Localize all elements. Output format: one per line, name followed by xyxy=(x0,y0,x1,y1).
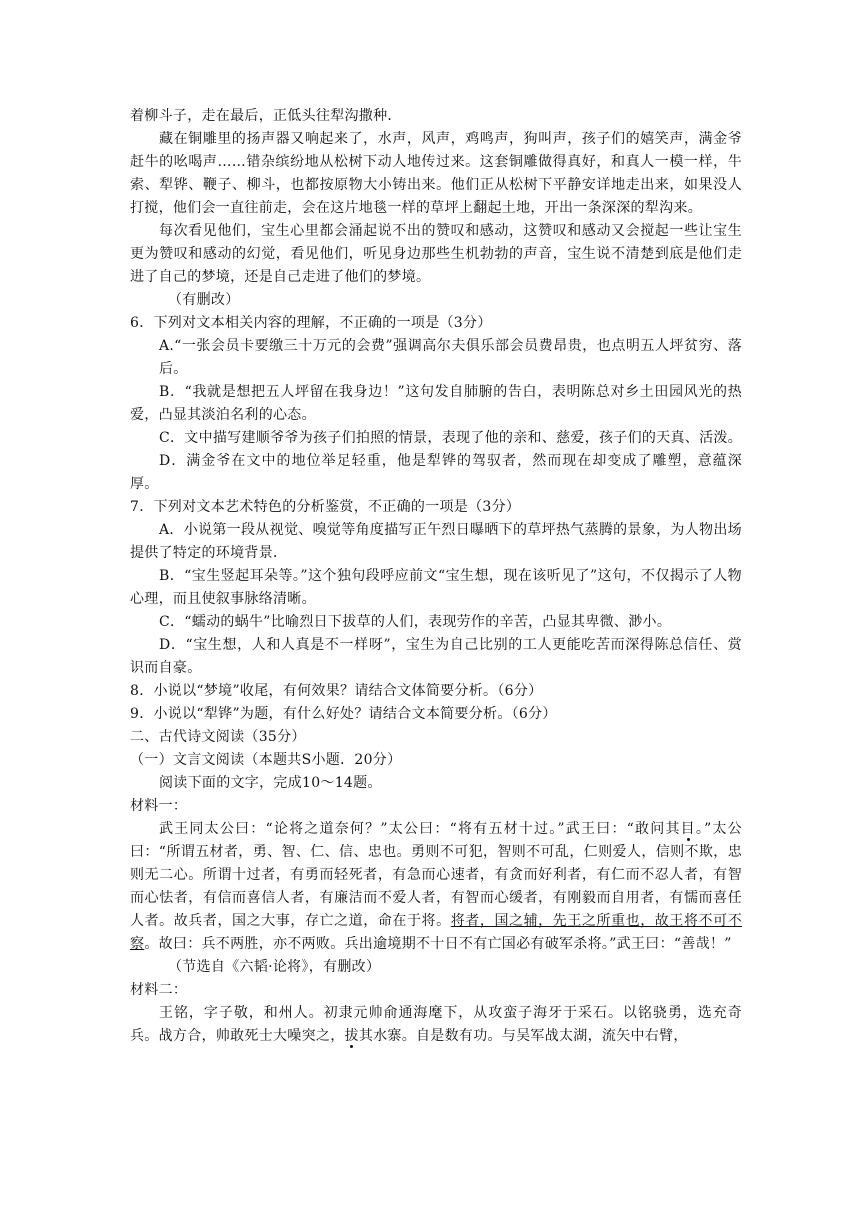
material-2-text-part-2: 其水寨。自是数有功。与吴军战太湖，流矢中右臂， xyxy=(358,1028,688,1044)
subsection-heading-classical-prose: （一）文言文阅读（本题共S小题．20分） xyxy=(130,752,402,768)
question-6-stem: 6．下列对文本相关内容的理解，不正确的一项是（3分） xyxy=(130,315,492,331)
revision-note: （有删改） xyxy=(168,292,240,308)
question-6-option-a: A.“一张会员卡要缴三十万元的会费”强调高尔夫俱乐部会员费昂贵，也点明五人坪贫穷、落后。 xyxy=(159,338,742,377)
document-page xyxy=(130,105,742,1048)
question-7-option-d: D．“宝生想，人和人真是不一样呀”，宝生为自己比别的工人更能吃苦而深得陈总信任、赏识而自豪。 xyxy=(130,637,742,676)
material-2-text-part-1: 王铭，字子敬，和州人。初隶元帅俞通海麾下，从攻蛮子海牙于采石。以铭骁勇，选充奇兵。战方合，帅敢死士大噪突之， xyxy=(130,1005,742,1044)
material-1-text-part-2: 。”太公曰：“所谓五材者，勇、智、仁、信、忠也。勇则不可犯，智则不可乱，仁则爱人，信则不欺，忠则无二心。所谓十过者，有勇而轻死者，有急而心速者，有贪而好利者，有仁而不忍人者，有智而心怯者，有信而喜信人者，有廉洁而不爱人者，有智而心缓者，有刚毅而自用者，有懦而喜任人者。故兵者，国之大事，存亡之道，命在于将。 xyxy=(130,821,742,929)
material-2-text xyxy=(130,1002,742,1048)
material-1-text xyxy=(130,818,742,956)
material-1-text-part-1: 武王同太公曰：“论将之道奈何？”太公曰：“将有五材十过。”武王曰：“敢问其 xyxy=(159,821,681,837)
reading-instruction: 阅读下面的文字，完成10～14题。 xyxy=(159,775,382,791)
underlined-sentence: 将者，国之辅，先王之所重也，故王将不可不察 xyxy=(130,913,742,952)
material-1-source: （节选自《六韬·论将》，有删改） xyxy=(168,959,381,975)
section-heading-classical: 二、古代诗文阅读（35分） xyxy=(130,729,306,745)
question-7-option-b: B．“宝生竖起耳朵等。”这个独句段呼应前文“宝生想，现在该听见了”这句，不仅揭示了人物心理，而且使叙事脉络清晰。 xyxy=(130,568,742,607)
question-6-option-d: D．满金爷在文中的地位举足轻重，他是犁铧的驾驭者，然而现在却变成了雕塑，意蕴深厚。 xyxy=(130,453,742,492)
material-1-label: 材料一： xyxy=(130,798,188,814)
dotted-character: 拔 xyxy=(344,1028,359,1044)
dotted-character: 目 xyxy=(680,821,696,837)
question-7-option-c: C．“蠕动的蜗牛”比喻烈日下拔草的人们，表现劳作的辛苦，凸显其卑微、渺小。 xyxy=(159,614,672,630)
question-9: 9．小说以“犁铧”为题，有什么好处？请结合文本简要分析。（6分） xyxy=(130,706,557,722)
story-paragraph-bronze-statue: 藏在铜雕里的扬声器又响起来了，水声，风声，鸡鸣声，狗叫声，孩子们的嬉笑声，满金爷赶牛的吆喝声……错杂缤纷地从松树下动人地传过来。这套铜雕做得真好，和真人一模一样，牛索、犁铧、鞭子、柳斗，也都按原物大小铸出来。他们正从松树下平静安详地走出来，如果没人打搅，他们会一直往前走，会在这片地毯一样的草坪上翻起土地，开出一条深深的犁沟来。 xyxy=(130,131,742,216)
story-paragraph-dream: 每次看见他们，宝生心里都会涌起说不出的赞叹和感动，这赞叹和感动又会搅起一些让宝生更为赞叹和感动的幻觉，看见他们，听见身边那些生机勃勃的声音，宝生说不清楚到底是他们走进了自己的梦境，还是自己走进了他们的梦境。 xyxy=(130,223,742,285)
story-fragment-line: 着柳斗子，走在最后，正低头往犁沟撒种． xyxy=(130,108,402,124)
question-8: 8．小说以“梦境”收尾，有何效果？请结合文体简要分析。（6分） xyxy=(130,683,543,699)
question-6-option-b: B．“我就是想把五人坪留在我身边！”这句发自肺腑的告白，表明陈总对乡土田园风光的热爱，凸显其淡泊名利的心态。 xyxy=(130,384,742,423)
question-7-option-a: A．小说第一段从视觉、嗅觉等角度描写正午烈日曝晒下的草坪热气蒸腾的景象，为人物出场提供了特定的环境背景． xyxy=(130,522,742,561)
material-2-label: 材料二： xyxy=(130,982,188,998)
question-6-option-c: C．文中描写建顺爷爷为孩子们拍照的情景，表现了他的亲和、慈爱，孩子们的天真、活泼。 xyxy=(159,430,743,446)
material-1-text-part-3: 。故曰：兵不两胜，亦不两败。兵出逾境期不十日不有亡国必有破军杀将。”武王曰：“善哉！” xyxy=(144,936,732,952)
question-7-stem: 7．下列对文本艺术特色的分析鉴赏，不正确的一项是（3分） xyxy=(130,499,521,515)
